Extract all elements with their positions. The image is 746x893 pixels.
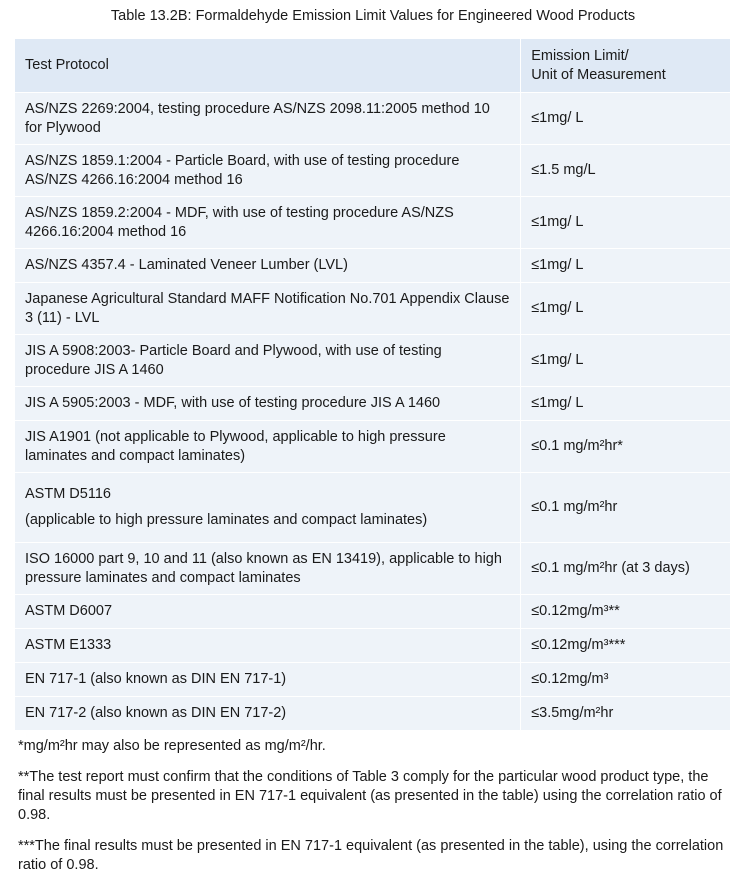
table-row bbox=[15, 663, 730, 697]
limit-cell: ≤3.5mg/m²hr bbox=[521, 697, 730, 731]
table-header-row bbox=[15, 39, 730, 93]
table-row bbox=[15, 283, 730, 335]
header-limit-line2: Unit of Measurement bbox=[531, 66, 666, 83]
limit-cell: ≤0.12mg/m³*** bbox=[521, 629, 730, 663]
protocol-cell: Japanese Agricultural Standard MAFF Notification No.701 Appendix Clause 3 (11) - LVL bbox=[15, 283, 521, 335]
table-row bbox=[15, 595, 730, 629]
protocol-cell: AS/NZS 4357.4 - Laminated Veneer Lumber (LVL) bbox=[15, 249, 521, 283]
protocol-cell: AS/NZS 1859.1:2004 - Particle Board, with use of testing procedure AS/NZS 4266.16:2004 method 16 bbox=[15, 145, 521, 197]
limit-cell: ≤0.1 mg/m²hr* bbox=[521, 421, 730, 473]
protocol-cell: AS/NZS 1859.2:2004 - MDF, with use of testing procedure AS/NZS 4266.16:2004 method 16 bbox=[15, 197, 521, 249]
protocol-cell: AS/NZS 2269:2004, testing procedure AS/NZS 2098.11:2005 method 10 for Plywood bbox=[15, 93, 521, 145]
header-limit-line1: Emission Limit/ bbox=[531, 47, 629, 64]
limit-cell: ≤1mg/ L bbox=[521, 197, 730, 249]
footnotes bbox=[18, 737, 724, 875]
footnote-single-asterisk: *mg/m²hr may also be represented as mg/m²/hr. bbox=[18, 738, 326, 754]
footnote-triple-asterisk: ***The final results must be presented in EN 717-1 equivalent (as presented in the table), using the correlation ratio of 0.98. bbox=[18, 838, 724, 873]
table-row bbox=[15, 335, 730, 387]
table-row bbox=[15, 421, 730, 473]
header-test-protocol: Test Protocol bbox=[15, 39, 521, 93]
protocol-cell: ISO 16000 part 9, 10 and 11 (also known as EN 13419), applicable to high pressure laminates and compact laminates bbox=[15, 543, 521, 595]
protocol-cell: EN 717-1 (also known as DIN EN 717-1) bbox=[15, 663, 521, 697]
table-row bbox=[15, 629, 730, 663]
table-row bbox=[15, 145, 730, 197]
protocol-cell-note: (applicable to high pressure laminates and compact laminates) bbox=[25, 512, 428, 528]
table-row bbox=[15, 93, 730, 145]
table-row bbox=[15, 543, 730, 595]
table-caption: Table 13.2B: Formaldehyde Emission Limit Values for Engineered Wood Products bbox=[110, 8, 636, 24]
footnote-double-asterisk: **The test report must confirm that the conditions of Table 3 comply for the particular wood product type, the final results must be presented in EN 717-1 equivalent (as presented in the table) using the correlation ratio of 0.98. bbox=[18, 769, 722, 823]
table-row bbox=[15, 387, 730, 421]
limit-cell: ≤0.12mg/m³ bbox=[521, 663, 730, 697]
header-emission-limit bbox=[521, 39, 730, 93]
limit-cell: ≤1mg/ L bbox=[521, 93, 730, 145]
limit-cell: ≤1mg/ L bbox=[521, 335, 730, 387]
limit-cell: ≤1.5 mg/L bbox=[521, 145, 730, 197]
table-row bbox=[15, 697, 730, 731]
protocol-cell: JIS A1901 (not applicable to Plywood, applicable to high pressure laminates and compact laminates) bbox=[15, 421, 521, 473]
protocol-cell: ASTM D6007 bbox=[15, 595, 521, 629]
limit-cell: ≤0.1 mg/m²hr bbox=[521, 473, 730, 543]
protocol-cell: EN 717-2 (also known as DIN EN 717-2) bbox=[15, 697, 521, 731]
protocol-cell-title: ASTM D5116 bbox=[25, 486, 111, 502]
limit-cell: ≤1mg/ L bbox=[521, 249, 730, 283]
limit-cell: ≤1mg/ L bbox=[521, 283, 730, 335]
protocol-cell: JIS A 5905:2003 - MDF, with use of testing procedure JIS A 1460 bbox=[15, 387, 521, 421]
emission-limits-table bbox=[15, 38, 730, 731]
protocol-cell: ASTM E1333 bbox=[15, 629, 521, 663]
table-row bbox=[15, 473, 730, 543]
limit-cell: ≤0.1 mg/m²hr (at 3 days) bbox=[521, 543, 730, 595]
limit-cell: ≤0.12mg/m³** bbox=[521, 595, 730, 629]
table-row bbox=[15, 197, 730, 249]
protocol-cell: JIS A 5908:2003- Particle Board and Plywood, with use of testing procedure JIS A 1460 bbox=[15, 335, 521, 387]
limit-cell: ≤1mg/ L bbox=[521, 387, 730, 421]
protocol-cell bbox=[15, 473, 521, 543]
table-row bbox=[15, 249, 730, 283]
